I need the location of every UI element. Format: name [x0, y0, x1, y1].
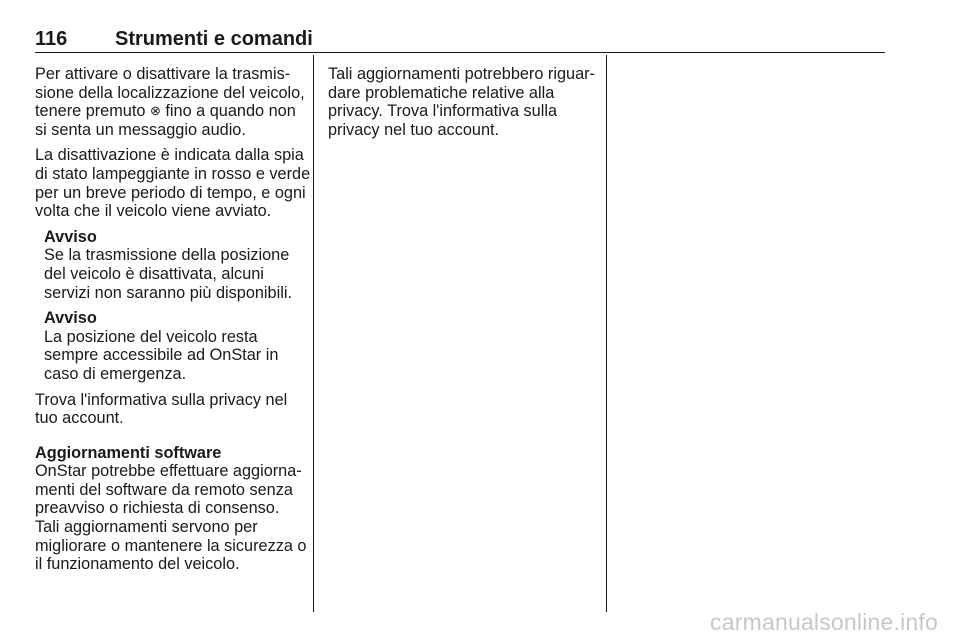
text-line: Tali aggiornamenti potrebbero riguar-: [328, 65, 595, 83]
page-number: 116: [35, 28, 68, 50]
paragraph-software-updates: [35, 462, 307, 574]
text-fragment: fino a quando non: [165, 102, 296, 121]
text-column-1: [35, 65, 311, 581]
text-line: Per attivare o disattivare la trasmis-: [35, 65, 291, 83]
text-line: OnStar potrebbe effettuare aggiorna-: [35, 462, 302, 481]
text-line: Tali aggiornamenti servono per: [35, 518, 258, 537]
text-line: preavviso o richiesta di consenso.: [35, 499, 280, 518]
text-line: servizi non saranno più disponibili.: [44, 283, 292, 302]
header-rule: [35, 52, 885, 53]
text-line: dare problematiche relative alla: [328, 83, 555, 102]
notice-title: Avviso: [44, 227, 97, 246]
watermark: carmanualsonline.info: [710, 609, 938, 635]
text-line: caso di emergenza.: [44, 364, 187, 383]
text-line: di stato lampeggiante in rosso e verde: [35, 164, 311, 183]
text-line: La disattivazione è indicata dalla spia: [35, 146, 304, 165]
text-line: tuo account.: [35, 409, 124, 428]
text-fragment: tenere premuto: [35, 102, 146, 121]
text-line: volta che il veicolo viene avviato.: [35, 202, 272, 221]
text-line: privacy. Trova l'informativa sulla: [328, 102, 558, 121]
text-column-2: [328, 65, 595, 146]
text-line: si senta un messaggio audio.: [35, 120, 246, 139]
notice-box-1: [44, 228, 301, 302]
section-heading-software-updates: Aggiornamenti software: [35, 443, 222, 462]
text-line: sione della localizzazione del veicolo,: [35, 83, 305, 102]
column-divider-left: [313, 55, 314, 612]
onstar-privacy-button-icon: ⊗: [149, 103, 161, 119]
text-line-with-icon: [35, 102, 301, 121]
paragraph-privacy-toggle: [35, 65, 305, 139]
paragraph-updates-privacy: [328, 65, 595, 139]
notice-title: Avviso: [44, 309, 97, 328]
text-line: migliorare o mantenere la sicurezza o: [35, 536, 307, 555]
text-line: Se la trasmissione della posizione: [44, 246, 290, 265]
notice-box-2: [44, 309, 301, 383]
chapter-title: Strumenti e comandi: [115, 28, 313, 50]
page-header: [35, 28, 885, 50]
paragraph-deactivation-indicator: [35, 146, 311, 221]
text-line: menti del software da remoto senza: [35, 480, 293, 499]
text-line: La posizione del veicolo resta: [44, 327, 258, 346]
paragraph-privacy-policy: [35, 391, 301, 428]
text-line: per un breve periodo di tempo, e ogni: [35, 183, 306, 202]
text-line: del veicolo è disattivata, alcuni: [44, 264, 264, 283]
text-line: privacy nel tuo account.: [328, 120, 500, 139]
text-line: il funzionamento del veicolo.: [35, 555, 240, 574]
text-line: sempre accessibile ad OnStar in: [44, 346, 279, 365]
text-line: Trova l'informativa sulla privacy nel: [35, 390, 288, 409]
column-divider-right: [606, 55, 607, 612]
